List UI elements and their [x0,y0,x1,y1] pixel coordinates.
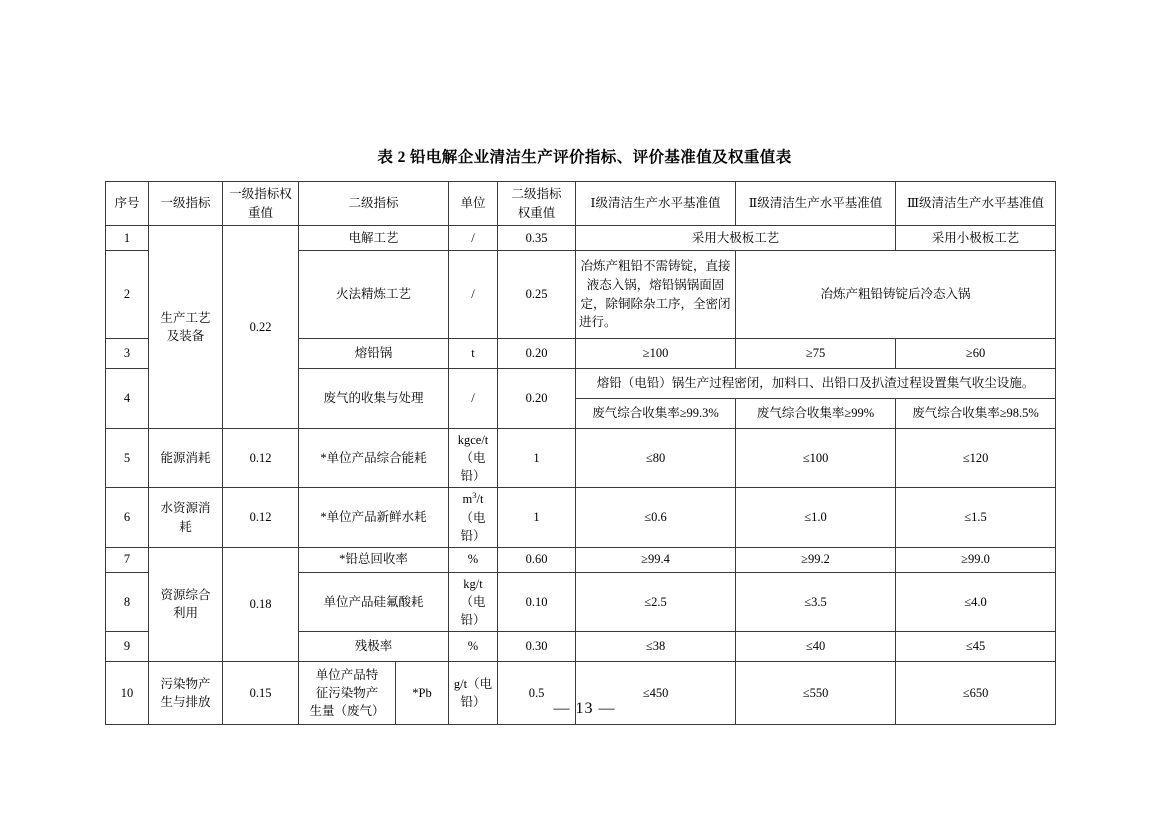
cell-secondary-indicator-pollutant-code: *Pb [396,662,449,725]
cell-level-1: ≤38 [576,632,736,662]
header-level-3: Ⅲ级清洁生产水平基准值 [896,182,1056,226]
cell-seq: 3 [106,339,149,369]
cell-level-1: ≥100 [576,339,736,369]
cell-unit: / [449,251,498,339]
cell-level-1: 废气综合收集率≥99.3% [576,399,736,429]
cell-secondary-indicator: *单位产品综合能耗 [299,429,449,488]
header-secondary-weight [498,182,576,226]
cell-level-2: ≤100 [736,429,896,488]
cell-seq: 2 [106,251,149,339]
cell-primary-weight-energy: 0.12 [223,429,299,488]
cell-seq: 9 [106,632,149,662]
cell-seq: 7 [106,547,149,572]
cell-level-3: ≤45 [896,632,1056,662]
header-unit: 单位 [449,182,498,226]
secondary-indicator-line1: 单位产品特 [315,667,379,682]
cell-level-2: ≤3.5 [736,572,896,631]
cell-primary-indicator-process [149,226,223,429]
cell-level-1: ≥99.4 [576,547,736,572]
cell-secondary-weight: 0.5 [498,662,576,725]
header-primary-indicator: 一级指标 [149,182,223,226]
cell-secondary-weight: 0.30 [498,632,576,662]
cell-secondary-indicator: 废气的收集与处理 [299,369,449,429]
primary-indicator-line2: 利用 [172,606,198,621]
cell-seq: 1 [106,226,149,251]
primary-indicator-line2: 生与排放 [160,695,211,710]
cell-level-1: ≤2.5 [576,572,736,631]
unit-line2: （电铅） [460,451,486,484]
unit-line2: 铅） [460,528,486,543]
cell-secondary-indicator: 单位产品硅氟酸耗 [299,572,449,631]
secondary-indicator-line3: 生量（废气） [309,704,385,719]
header-primary-weight-line1: 一级指标权 [229,187,292,202]
cell-unit: % [449,632,498,662]
cell-secondary-weight: 0.25 [498,251,576,339]
cell-level-2: ≤40 [736,632,896,662]
unit-line2: 铅） [460,695,486,710]
table-container [105,181,1055,725]
table-row [106,429,1056,488]
unit-line1: kgce/t [457,433,489,447]
table-row [106,547,1056,572]
cell-unit [449,572,498,631]
cell-seq: 8 [106,572,149,631]
secondary-indicator-line2: 征污染物产 [315,686,379,701]
cell-level-2: ≤1.0 [736,488,896,547]
header-level-1: Ⅰ级清洁生产水平基准值 [576,182,736,226]
cell-secondary-weight: 0.20 [498,339,576,369]
table-title: 表 2 铅电解企业清洁生产评价指标、评价基准值及权重值表 [377,149,792,166]
cell-level-1: ≤450 [576,662,736,725]
cell-unit: % [449,547,498,572]
cell-seq: 5 [106,429,149,488]
cell-secondary-weight: 1 [498,429,576,488]
table-row [106,488,1056,547]
header-secondary-indicator: 二级指标 [299,182,449,226]
cell-level-1-2-merged: 采用大极板工艺 [576,226,896,251]
cell-level-3: 废气综合收集率≥98.5% [896,399,1056,429]
cell-primary-indicator-energy: 能源消耗 [149,429,223,488]
primary-indicator-line1: 污染物产 [160,677,211,691]
cell-level-3: 采用小极板工艺 [896,226,1056,251]
cell-level-3: ≤1.5 [896,488,1056,547]
cell-primary-weight-water: 0.12 [223,488,299,547]
cell-level-2: ≥99.2 [736,547,896,572]
cell-level-2-3-merged: 冶炼产粗铅铸锭后冷态入锅 [736,251,1056,339]
unit-line1: kg/t（电 [460,576,486,609]
cell-secondary-weight: 0.20 [498,369,576,429]
cell-secondary-indicator: 残极率 [299,632,449,662]
cell-level-3: ≥60 [896,339,1056,369]
cell-secondary-indicator: *铅总回收率 [299,547,449,572]
cell-secondary-weight: 0.35 [498,226,576,251]
unit-line1: $m^3/t$（电 [460,490,486,525]
header-primary-weight-line2: 重值 [247,205,273,220]
cell-level-3: ≤650 [896,662,1056,725]
primary-indicator-line1: 水资源消 [160,501,211,516]
cell-seq: 6 [106,488,149,547]
header-level-2: Ⅱ级清洁生产水平基准值 [736,182,896,226]
evaluation-index-table [105,181,1056,725]
primary-indicator-line1: 生产工艺 [160,310,211,325]
cell-unit [449,488,498,547]
header-primary-weight [223,182,299,226]
cell-secondary-weight: 0.60 [498,547,576,572]
header-secondary-weight-line1: 二级指标 [511,187,562,202]
unit-line1: g/t（电 [453,677,493,691]
cell-seq: 10 [106,662,149,725]
cell-secondary-indicator: *单位产品新鲜水耗 [299,488,449,547]
cell-unit: / [449,226,498,251]
cell-level-2: 废气综合收集率≥99% [736,399,896,429]
cell-level-1: ≤0.6 [576,488,736,547]
cell-secondary-weight: 0.10 [498,572,576,631]
cell-primary-indicator-resource [149,547,223,661]
cell-level-3: ≥99.0 [896,547,1056,572]
primary-indicator-line1: 资源综合 [160,588,211,603]
cell-level-all-merged-note: 熔铅（电铅）锅生产过程密闭，加料口、出铅口及扒渣过程设置集气收尘设施。 [576,369,1056,399]
cell-level-2: ≥75 [736,339,896,369]
cell-unit: t [449,339,498,369]
cell-level-3: ≤120 [896,429,1056,488]
page-number: — 13 — [553,700,616,717]
cell-seq: 4 [106,369,149,429]
table-row [106,226,1056,251]
cell-primary-indicator-water [149,488,223,547]
cell-unit: / [449,369,498,429]
unit-line2: 铅） [460,613,486,627]
header-seq: 序号 [106,182,149,226]
cell-unit [449,429,498,488]
cell-level-2: ≤550 [736,662,896,725]
cell-level-1: 冶炼产粗铅不需铸锭，直接液态入锅，熔铅锅锅面固定，除铜除杂工序，全密闭进行。 [576,251,736,339]
cell-primary-weight-resource: 0.18 [223,547,299,661]
cell-secondary-weight: 1 [498,488,576,547]
cell-secondary-indicator: 电解工艺 [299,226,449,251]
table-header-row [106,182,1056,226]
cell-level-3: ≤4.0 [896,572,1056,631]
cell-primary-weight-pollutant: 0.15 [223,662,299,725]
header-secondary-weight-line2: 权重值 [517,205,556,220]
cell-secondary-indicator: 熔铅锅 [299,339,449,369]
cell-level-1: ≤80 [576,429,736,488]
cell-secondary-indicator: 火法精炼工艺 [299,251,449,339]
primary-indicator-line2: 耗 [179,519,192,534]
primary-indicator-line2: 及装备 [166,329,205,343]
cell-primary-weight-process: 0.22 [223,226,299,429]
